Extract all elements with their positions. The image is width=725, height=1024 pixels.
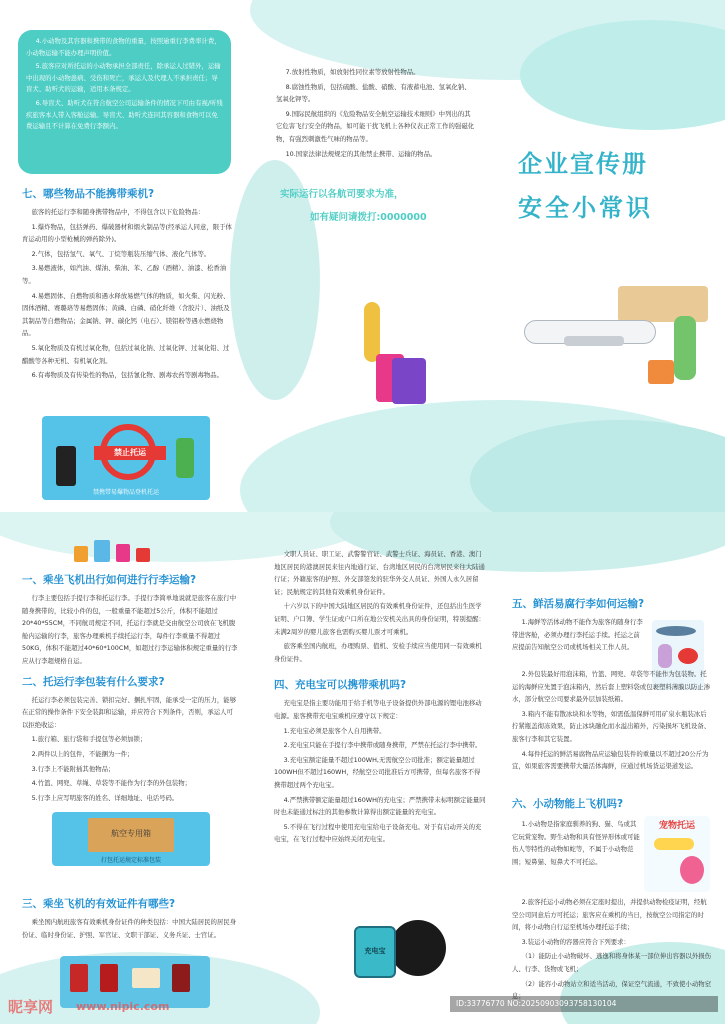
package-image: [52, 812, 210, 866]
paragraph: 1.爆炸物品，包括弹药、爆破器材和烟火制品等(经承运人同意，限于体育运动用的小型枪械的弹药除外)。: [22, 222, 232, 244]
paragraph: 5.不得在飞行过程中使用充电宝给电子设备充电。对于有启动开关的充电宝，在飞行过程中应始终关闭充电宝。: [274, 822, 482, 844]
suitcase-icon: [74, 546, 88, 562]
prohibited-label: 禁止托运: [94, 446, 166, 460]
section-heading: 五、鲜活易腐行李如何运输?: [512, 598, 645, 610]
passport-icon: [70, 964, 88, 992]
paragraph: 托运行李必须包装完善、锁扣完好、捆扎牢固，能承受一定的压力，能够在正常的操作条件下安全装卸和运输，并应符合下列条件，否则，承运人可以拒绝收运：: [22, 695, 237, 729]
bottom-col1: [0, 512, 248, 1024]
box-label: 航空专用箱: [111, 829, 151, 838]
traveler-illustration: [354, 298, 434, 414]
watermark-site: www.nipic.com: [76, 1000, 170, 1013]
paragraph: （2）能容小动物站立和适当活动，保证空气流通，不致使小动物窒息；: [512, 979, 711, 1001]
prohibited-items-image: [42, 416, 210, 500]
top-col2: [240, 0, 480, 512]
paragraph: 1.旅行箱、旅行袋和手提包等必须加锁；: [31, 735, 147, 744]
cover-title: 企业宣传册: [518, 150, 648, 178]
paragraph: 旅客的托运行李和随身携带物品中，不得包含以下危险物品：: [31, 208, 205, 216]
paragraph: 旅客乘坐国内航班，办理购票、值机、安检手续应当使用同一有效乘机身份证件。: [274, 642, 482, 663]
paragraph: 乘坐国内航班旅客有效乘机身份证件的种类包括：中国大陆居民的居民身份证、临时身份证、护照、军官证、文职干部证、义务兵证、士官证。: [22, 918, 237, 939]
squid-icon: [658, 644, 672, 668]
paragraph: 2.旅客托运小动物必须在定座时提出，并提供动物检疫证明，经航空公司同意后方可托运；旅客应在乘机的当日，按航空公司指定的时间，将小动物自行运至机场办理托运手续；: [512, 898, 707, 932]
paragraph: （1）能防止小动物破坏、逃逸和将身体某一部位伸出容器以外损伤人、行李、货物或飞机；: [512, 952, 711, 973]
paragraph: 行李主要包括手提行李和托运行李。手提行李简单地说就是旅客在旅行中随身携带的，比较小件的包，一般重量不能超过5公斤，体积不能超过20*40*55CM，不同航司规定不同，托运行李就是交由航空公司放在飞机腹舱内运输的行李，旅客办理乘机手续托运行李，每件行李重量不得超过50KG，体积不能超过40*60*100CM，如超过行李运输体积规定重量的行李应从行李超规格自运。: [22, 594, 238, 665]
paragraph: 4.严禁携带额定能量超过160WH的充电宝；严禁携带未标明额定能量同时也未能通过标注的其他参数计算得出额定能量的充电宝。: [274, 795, 486, 817]
paragraph: 7.放射性物质，如放射性同位素等放射性物品。: [285, 68, 420, 76]
bottom-col3: [488, 512, 725, 1024]
notice-line: 如有疑问请拨打:0000000: [310, 212, 427, 223]
paragraph: 4.竹篮、网兜、草绳、草袋等不能作为行李的外包装物；: [31, 779, 192, 788]
luggage-illustration: [74, 538, 154, 564]
id-card-icon: [132, 968, 160, 988]
paragraph: 5.行李上应写明旅客的姓名、详细地址、电话号码。: [31, 793, 179, 802]
section-heading: 三、乘坐飞机的有效证件有哪些?: [22, 898, 176, 910]
fish-icon: [656, 626, 696, 636]
airplane-wing: [564, 336, 624, 346]
suitcase-icon: [392, 358, 426, 404]
power-bank-label: 充电宝: [364, 947, 386, 955]
section-heading: 六、小动物能上飞机吗?: [512, 798, 624, 810]
passport-icon: [172, 964, 190, 992]
intro-box: [18, 30, 231, 174]
paragraph: 2.两件以上的包件，不能捆为一件；: [31, 749, 134, 758]
section-heading: 一、乘坐飞机出行如何进行行李运输?: [22, 574, 197, 586]
top-col1: [0, 0, 240, 512]
bomb-icon: [390, 920, 446, 976]
watermark-logo: 昵享网: [8, 998, 54, 1016]
paragraph: 2.外包装最好用泡沫箱，竹篮、网兜、草袋等不能作为包装物。托运的海鲜应先置于泡沫箱内，然后套上塑料袋或包裹塑料薄膜以防止渗水，部分航空公司要求最外层加装纸箱。: [512, 670, 711, 704]
top-cover: [480, 0, 725, 512]
balloon-icon: [680, 856, 704, 884]
watermark-id: ID:33776770 NO:20250903093758130104: [450, 996, 718, 1012]
suitcase-icon: [94, 540, 110, 562]
airport-illustration: [524, 280, 714, 390]
paragraph: 4.每件托运的鲜活易腐物品应运输包装件的重量以不超过20公斤为宜，如果旅客需要携带大量活体海鲜，应通过机场货运渠道发运。: [512, 749, 709, 771]
rolling-suitcase-icon: [648, 360, 674, 384]
paragraph: 8.腐蚀性物质，包括硫酸、盐酸、硝酸、有液蓄电池、氢氧化钠、氢氧化钾等。: [276, 82, 471, 104]
paragraph: 3.易燃液体，如汽油、煤油、柴油、苯、乙醇（酒精）、油漆、松香油等。: [22, 264, 227, 285]
battery-icon: [56, 446, 76, 486]
paragraph: 4.易燃固体、自燃物质和遇水释放易燃气体的物质，如火柴、闪光粉、固体酒精、赛璐珞等易燃固体；黄磷、白磷、硝化纤维（含胶片）、油纸及其制品等自燃物品；金属钠、钾、碳化钙（电石）、镁铝粉等遇水燃烧物品。: [22, 291, 230, 338]
suitcase-icon: [136, 548, 150, 562]
crab-icon: [678, 648, 698, 664]
bottom-col2: [248, 512, 488, 1024]
paragraph: 十六岁以下的中国大陆地区居民的有效乘机身份证件，还包括出生医学证明、户口簿、学生证或户口所在地公安机关出具的身份证明，特别提醒：未满2周岁的婴儿旅客也需购买婴儿票才可乘机。: [274, 602, 485, 636]
airplane-icon: [654, 838, 694, 850]
cover-subtitle: 安全小常识: [518, 194, 653, 222]
box-caption: 打包托运规定标准包装: [100, 857, 161, 864]
paragraph: 3.行李上不能附插其他物品；: [31, 764, 115, 773]
box-paragraph: 6.导盲犬、助听犬在符合航空公司运输条件的情况下可由有视/听残疾旅客本人带入客舱运输。导盲犬、助听犬连同其容器和食物可以免费运输且不计算在免费行李额内。: [26, 98, 223, 131]
bottom-sheet: [0, 512, 725, 1024]
paragraph: 1.小动物是指家庭驯养的狗、猫、鸟或其它玩赏宠物。野生动物和具有怪异形体或可能伤人等特性的动物如蛇等，不属于小动物范围；短鼻猫、短鼻犬不可托运。: [512, 820, 640, 866]
pet-image-label: 宠物托运: [658, 821, 695, 831]
paragraph: 9.国际民航组织的《危险物品安全航空运输技术细则》中列出的其它危害飞行安全的物品，如可能干扰飞机上各种仪表正常工作的强磁化物，有强烈刺激性气味的物品等。: [276, 109, 475, 143]
passport-icon: [100, 964, 118, 992]
spray-bottle-icon: [176, 438, 194, 478]
paragraph: 5.氧化物质及有机过氧化物，包括过氧化钠、过氧化钾、过氧化铅、过醋酸等各种无机、有机氧化剂。: [22, 343, 230, 365]
section-heading: 四、充电宝可以携带乘机吗?: [274, 679, 407, 692]
power-bank-illustration: [346, 908, 456, 992]
paragraph: 3.装运小动物的容器应符合下列要求：: [521, 937, 630, 946]
traveler-man-figure: [674, 316, 696, 380]
paragraph: 2.气体，包括氢气、氧气、丁烷等瓶装压缩气体、液化气体等。: [31, 249, 211, 258]
paragraph: 10.国家法律法规规定的其他禁止携带、运输的物品。: [285, 149, 437, 158]
paragraph: 3.箱内不能有散冰块和水等物，如需低温保鲜可用矿泉水瓶装冰后拧紧瓶盖彻冻效果，防止冰块融化而水溢出箱外，污染损坏飞机设备、旅客行李和其它装置。: [512, 709, 711, 743]
paragraph: 3.充电宝额定能量不超过100WH,无需航空公司批准；额定能量超过100WH但不超过160WH，经航空公司批准后方可携带，但每名旅客不得携带超过两个充电宝。: [274, 755, 481, 789]
paragraph: 1.海鲜等活体动物不能作为旅客的随身行李带进客舱，必须办理行李托运手续。托运之前应提前告知航空公司或机场相关工作人员。: [512, 618, 643, 652]
paragraph: 充电宝是指主要功能用于给手机等电子设备提供外部电源的锂电池移动电源。旅客携带充电宝乘机应遵守以下规定：: [274, 699, 482, 720]
image-footer: 禁携带易爆物品登机托运: [92, 489, 159, 496]
paragraph: 2.充电宝只能在手提行李中携带或随身携带，严禁在托运行李中携带。: [283, 741, 482, 750]
terminal-building: [618, 286, 708, 322]
section-heading: 二、托运行李包装有什么要求?: [22, 675, 165, 688]
paragraph: 6.有毒物质及有传染性的物品，包括氰化物、剧毒农药等剧毒物品。: [31, 371, 224, 380]
suitcase-icon: [116, 544, 130, 562]
section-heading: 七、哪些物品不能携带乘机?: [22, 188, 155, 200]
notice-line: 实际运行以各航司要求为准，: [280, 189, 404, 200]
pet-image: [644, 816, 710, 892]
paragraph: 1.充电宝必须是旅客个人自用携带。: [283, 726, 386, 735]
woman-figure: [364, 302, 380, 362]
paragraph: 文职人员证、职工证、武警警官证、武警士兵证、海员证、香港、澳门地区居民的港澳居民来往内地通行证、台湾地区居民的台湾居民来往大陆通行证；外籍旅客的护照、外交部签发的驻华外交人员证、外国人永久居留证；民航规定的其他有效乘机身份证件。: [274, 550, 485, 596]
box-paragraph: 5.旅客应对所托运的小动物承担全部责任，除承运人过错外，运输中出现的小动物患病、受伤和死亡，承运人及代理人不承担责任；导盲犬、助听犬的运输，适用本条规定。: [26, 62, 221, 94]
box-paragraph: 4.小动物及其容器和携带的食物的重量，按照逾重行李费率计费，小动物运输不能办理声明价值。: [26, 37, 221, 57]
